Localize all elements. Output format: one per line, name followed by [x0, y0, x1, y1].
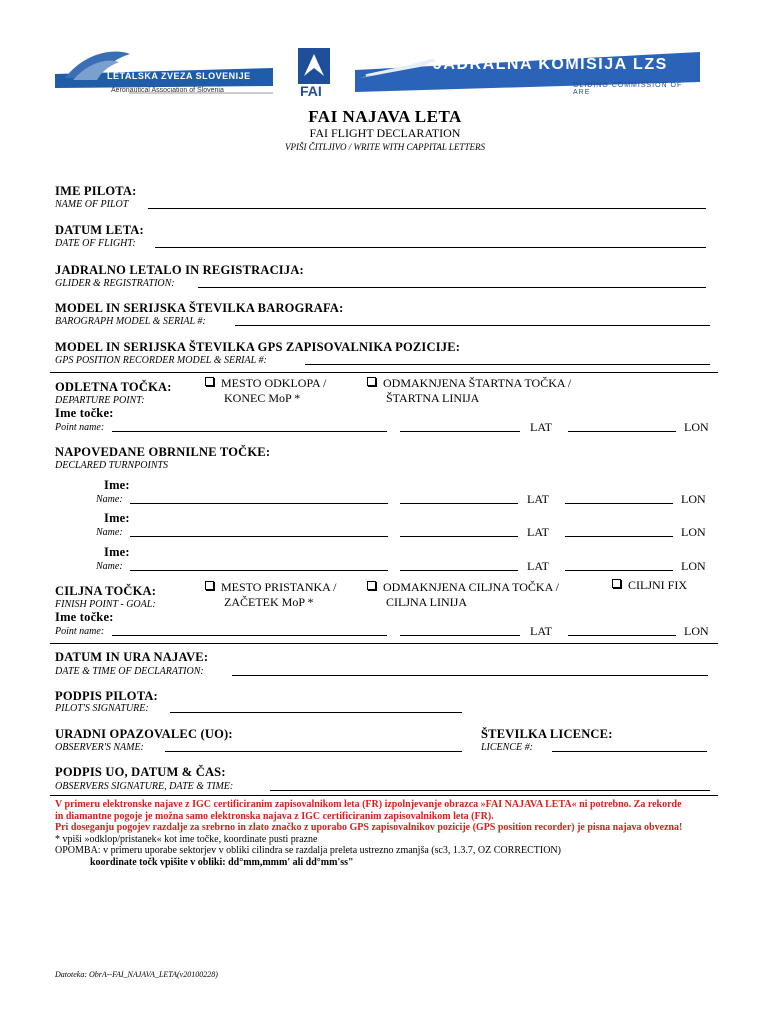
pilot-signature-field[interactable] — [170, 712, 462, 713]
declaration-sublabel: DATE & TIME OF DECLARATION: — [55, 666, 204, 677]
checkbox-icon[interactable] — [367, 581, 376, 590]
option-text: MESTO ODKLOPA / — [221, 376, 327, 390]
lat-label: LAT — [530, 420, 552, 434]
option-text: KONEC MoP * — [224, 391, 301, 405]
lon-label: LON — [681, 492, 706, 506]
turnpoint-2-lon-field[interactable] — [565, 536, 673, 537]
observer-signature-label: PODPIS UO, DATUM & ČAS: — [55, 765, 226, 779]
lon-label: LON — [681, 525, 706, 539]
banner-title: JADRALNA KOMISIJA LZS — [433, 56, 668, 73]
note-release-landing: * vpiši »odklop/pristanek« kot ime točke, koordinate pusti prazne — [55, 834, 318, 845]
note-written-mandatory: Pri doseganju pogojev razdalje za srebrno in zlato značko z uporabo GPS zapisovalnikov pozicije (GPS position recorder) je pisna najava obvezna! — [55, 822, 683, 833]
licence-label: ŠTEVILKA LICENCE: — [481, 727, 613, 741]
turnpoint-3-ime: Ime: — [104, 545, 130, 559]
turnpoint-1-lon-field[interactable] — [565, 503, 673, 504]
glider-sublabel: GLIDER & REGISTRATION: — [55, 278, 175, 289]
lon-label: LON — [684, 624, 709, 638]
pilot-label: IME PILOTA: — [55, 184, 137, 198]
flight-date-field[interactable] — [155, 247, 706, 248]
observer-signature-sublabel: OBSERVERS SIGNATURE, DATE & TIME: — [55, 781, 234, 792]
gps-sublabel: GPS POSITION RECORDER MODEL & SERIAL #: — [55, 355, 267, 366]
pilot-sublabel: NAME OF PILOT — [55, 199, 129, 210]
option-text: ODMAKNJENA ŠTARTNA TOČKA / — [383, 376, 572, 390]
option-text: ODMAKNJENA CILJNA TOČKA / — [383, 580, 559, 594]
option-text: MESTO PRISTANKA / — [221, 580, 337, 594]
turnpoint-1-name-field[interactable] — [130, 503, 388, 504]
turnpoint-1-lat-field[interactable] — [400, 503, 518, 504]
option-text: CILJNA LINIJA — [386, 595, 467, 609]
checkbox-icon[interactable] — [612, 579, 621, 588]
option-text: CILJNI FIX — [628, 578, 687, 592]
licence-number-field[interactable] — [552, 751, 707, 752]
pilot-signature-label: PODPIS PILOTA: — [55, 689, 158, 703]
turnpoint-1-ime: Ime: — [104, 478, 130, 492]
finish-option-landing[interactable] — [205, 580, 337, 610]
observer-sublabel: OBSERVER'S NAME: — [55, 742, 144, 753]
glider-label: JADRALNO LETALO IN REGISTRACIJA: — [55, 263, 304, 277]
finish-option-goal-fix[interactable] — [612, 578, 687, 593]
turnpoint-3-name-label: Name: — [96, 561, 123, 572]
departure-name-label: Ime točke: — [55, 406, 114, 420]
departure-sublabel: DEPARTURE POINT: — [55, 395, 145, 406]
declaration-label: DATUM IN URA NAJAVE: — [55, 650, 209, 664]
flight-date-sublabel: DATE OF FLIGHT: — [55, 238, 136, 249]
barograph-label: MODEL IN SERIJSKA ŠTEVILKA BAROGRAFA: — [55, 301, 344, 315]
lzs-logo — [55, 48, 273, 100]
lat-label: LAT — [527, 492, 549, 506]
gps-field[interactable] — [305, 364, 710, 365]
finish-point-label: Point name: — [55, 626, 105, 637]
observer-label: URADNI OPAZOVALEC (UO): — [55, 727, 233, 741]
turnpoint-2-name-field[interactable] — [130, 536, 388, 537]
barograph-field[interactable] — [235, 325, 710, 326]
finish-sublabel: FINISH POINT - GOAL: — [55, 599, 156, 610]
finish-label: CILJNA TOČKA: — [55, 584, 157, 598]
departure-label: ODLETNA TOČKA: — [55, 380, 172, 394]
note-records-diamonds: in diamantne pogoje je možna samo elektronska najava z IGC certificiranim zapisovalnikom leta (FR). — [55, 811, 494, 822]
turnpoint-3-name-field[interactable] — [130, 570, 388, 571]
lat-label: LAT — [527, 559, 549, 573]
finish-lat-field[interactable] — [400, 635, 520, 636]
turnpoint-2-ime: Ime: — [104, 511, 130, 525]
finish-option-goal-point[interactable] — [367, 580, 559, 610]
option-text: ŠTARTNA LINIJA — [386, 391, 480, 405]
banner-subtitle: GLIDING COMMISSION OF ARE — [573, 82, 683, 96]
turnpoints-label: NAPOVEDANE OBRNILNE TOČKE: — [55, 445, 271, 459]
finish-lon-field[interactable] — [568, 635, 676, 636]
barograph-sublabel: BAROGRAPH MODEL & SERIAL #: — [55, 316, 206, 327]
lon-label: LON — [681, 559, 706, 573]
departure-lon-field[interactable] — [568, 431, 676, 432]
departure-lat-field[interactable] — [400, 431, 520, 432]
turnpoint-3-lat-field[interactable] — [400, 570, 518, 571]
checkbox-icon[interactable] — [367, 377, 376, 386]
observer-name-field[interactable] — [165, 751, 462, 752]
fai-logo-graphic — [292, 46, 336, 86]
option-text: ZAČETEK MoP * — [224, 595, 314, 609]
checkbox-icon[interactable] — [205, 581, 214, 590]
turnpoint-3-lon-field[interactable] — [565, 570, 673, 571]
pilot-signature-sublabel: PILOT'S SIGNATURE: — [55, 703, 149, 714]
fai-label: FAI — [300, 83, 322, 99]
checkbox-icon[interactable] — [205, 377, 214, 386]
lzs-subtitle: Aeronautical Association of Slovenia — [111, 87, 224, 94]
turnpoint-2-lat-field[interactable] — [400, 536, 518, 537]
fai-logo — [292, 46, 336, 102]
lon-label: LON — [684, 420, 709, 434]
turnpoints-sublabel: DECLARED TURNPOINTS — [55, 460, 169, 471]
pilot-name-field[interactable] — [148, 208, 706, 209]
gliding-commission-banner — [355, 48, 700, 96]
licence-sublabel: LICENCE #: — [481, 742, 533, 753]
note-coordinate-format: koordinate točk vpišite v obliki: dd°mm,mmm' ali dd°mm'ss" — [90, 857, 354, 868]
section-divider — [50, 643, 718, 644]
page-title: FAI NAJAVA LETA — [308, 107, 462, 126]
departure-option-start-point[interactable] — [367, 376, 571, 406]
turnpoint-1-name-label: Name: — [96, 494, 123, 505]
departure-option-release[interactable] — [205, 376, 326, 406]
glider-field[interactable] — [198, 287, 706, 288]
note-electronic-declaration: V primeru elektronske najave z IGC certificiranim zapisovalnikom leta (FR) izpolnjevanje obrazca »FAI NAJAVA LETA« ni potrebno. Za rekorde — [55, 799, 682, 810]
note-cylinder-correction: OPOMBA: v primeru uporabe sektorjev v obliki cilindra se razdalja preleta ustrezno zmanjša (sc3, 1.3.7, OZ CORRECTION) — [55, 845, 561, 856]
page-subtitle: FAI FLIGHT DECLARATION — [309, 126, 461, 140]
write-instruction: VPIŠI ČITLJIVO / WRITE WITH CAPPITAL LETTERS — [285, 142, 485, 152]
flight-date-label: DATUM LETA: — [55, 223, 144, 237]
finish-point-field[interactable] — [112, 635, 387, 636]
section-divider — [50, 795, 718, 796]
lat-label: LAT — [530, 624, 552, 638]
finish-name-label: Ime točke: — [55, 610, 114, 624]
turnpoint-2-name-label: Name: — [96, 527, 123, 538]
declaration-datetime-field[interactable] — [232, 675, 708, 676]
section-divider — [50, 372, 718, 373]
gps-label: MODEL IN SERIJSKA ŠTEVILKA GPS ZAPISOVALNIKA POZICIJE: — [55, 340, 461, 354]
observer-signature-field[interactable] — [270, 790, 710, 791]
departure-point-field[interactable] — [112, 431, 387, 432]
departure-point-label: Point name: — [55, 422, 105, 433]
file-footer: Datoteka: ObrA--FAI_NAJAVA_LETA(v20100228) — [55, 970, 218, 979]
lzs-name: LETALSKA ZVEZA SLOVENIJE — [107, 71, 251, 81]
lat-label: LAT — [527, 525, 549, 539]
